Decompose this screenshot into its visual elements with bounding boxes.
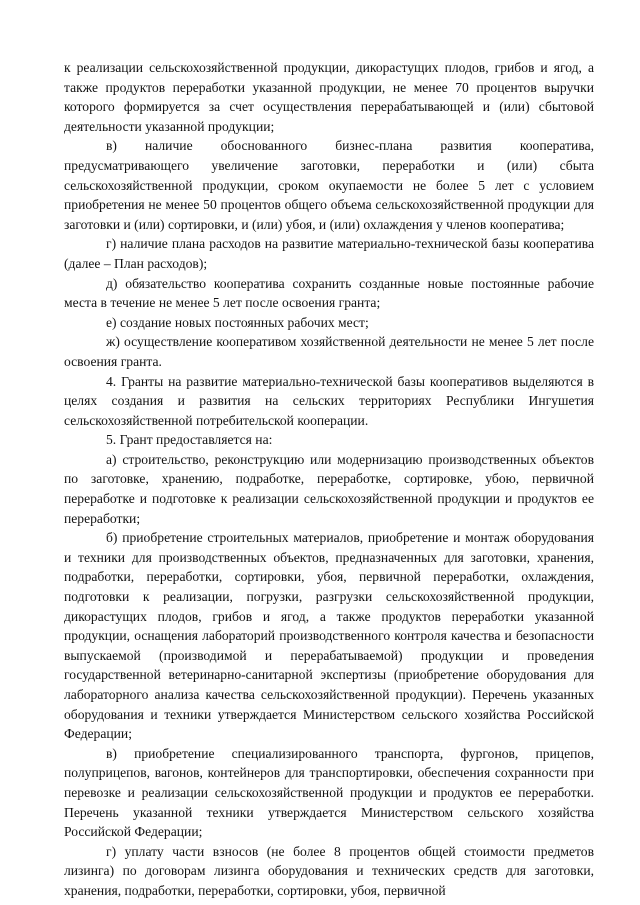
paragraph-item-b: б) приобретение строительных материалов, приобретение и монтаж оборудования и техники для производственных объектов, предназначенных для заготовки, хранения, подработки, переработки, сортировки, убоя, первичной переработки, охлаждения, подготовки к реализации, погрузки, разгрузки сельскохозяйственной продукции, дикорастущих плодов, грибов и ягод, а также продуктов переработки указанной продукции, оснащения лабораторий производственного контроля качества и безопасности выпускаемой (производимой и перерабатываемой) продукции и проведения государственной ветеринарно-санитарной экспертизы (приобретение оборудования для лабораторного анализа качества сельскохозяйственной продукции). Перечень указанных оборудования и техники утверждается Министерством сельского хозяйства Российской Федерации;	[64, 530, 594, 742]
paragraph-item-zh: ж) осуществление кооперативом хозяйственной деятельности не менее 5 лет после освоения гранта.	[64, 334, 594, 369]
paragraph-section-4: 4. Гранты на развитие материально-технической базы кооперативов выделяются в целях создания и развития на сельских территориях Республики Ингушетия сельскохозяйственной потребительской кооперации.	[64, 373, 594, 428]
paragraph-item-e: е) создание новых постоянных рабочих мест;	[106, 314, 369, 330]
paragraph-item-g: г) наличие плана расходов на развитие материально-технической базы кооператива (далее – План расходов);	[64, 236, 594, 271]
paragraph-item-d: д) обязательство кооператива сохранить созданные новые постоянные рабочие места в течение не менее 5 лет после освоения гранта;	[64, 275, 594, 311]
paragraph-item-v: в) наличие обоснованного бизнес-плана развития кооператива, предусматривающего увеличение заготовки, переработки и (или) сбыта сельскохозяйственной продукции, сроком окупаемости не более 5 лет с условием приобретения не менее 50 процентов общего объема сельскохозяйственной продукции для заготовки и (или) сортировки, и (или) убоя, и (или) охлаждения у членов кооператива;	[64, 138, 594, 232]
paragraph-continuation: к реализации сельскохозяйственной продукции, дикорастущих плодов, грибов и ягод, а также продуктов переработки указанной продукции, не менее 70 процентов выручки которого формируется за счет осуществления перерабатывающей и (или) сбытовой деятельности указанной продукции;	[64, 60, 594, 134]
paragraph-item-v2: в) приобретение специализированного транспорта, фургонов, прицепов, полуприцепов, вагонов, контейнеров для транспортировки, обеспечения сохранности при перевозке и реализации сельскохозяйственной продукции и продуктов ее переработки. Перечень указанной техники утверждается Министерством сельского хозяйства Российской Федерации;	[64, 745, 594, 840]
document-page	[64, 58, 594, 901]
paragraph-item-a: а) строительство, реконструкцию или модернизацию производственных объектов по заготовке, хранению, подработке, переработке, сортировке, убою, первичной переработке и подготовке к реализации сельскохозяйственной продукции и продуктов ее переработки;	[64, 451, 594, 526]
paragraph-item-g2: г) уплату части взносов (не более 8 процентов общей стоимости предметов лизинга) по договорам лизинга оборудования и технических средств для заготовки, хранения, подработки, переработки, сортировки, убоя, первичной	[64, 843, 594, 898]
paragraph-section-5: 5. Грант предоставляется на:	[106, 432, 273, 448]
